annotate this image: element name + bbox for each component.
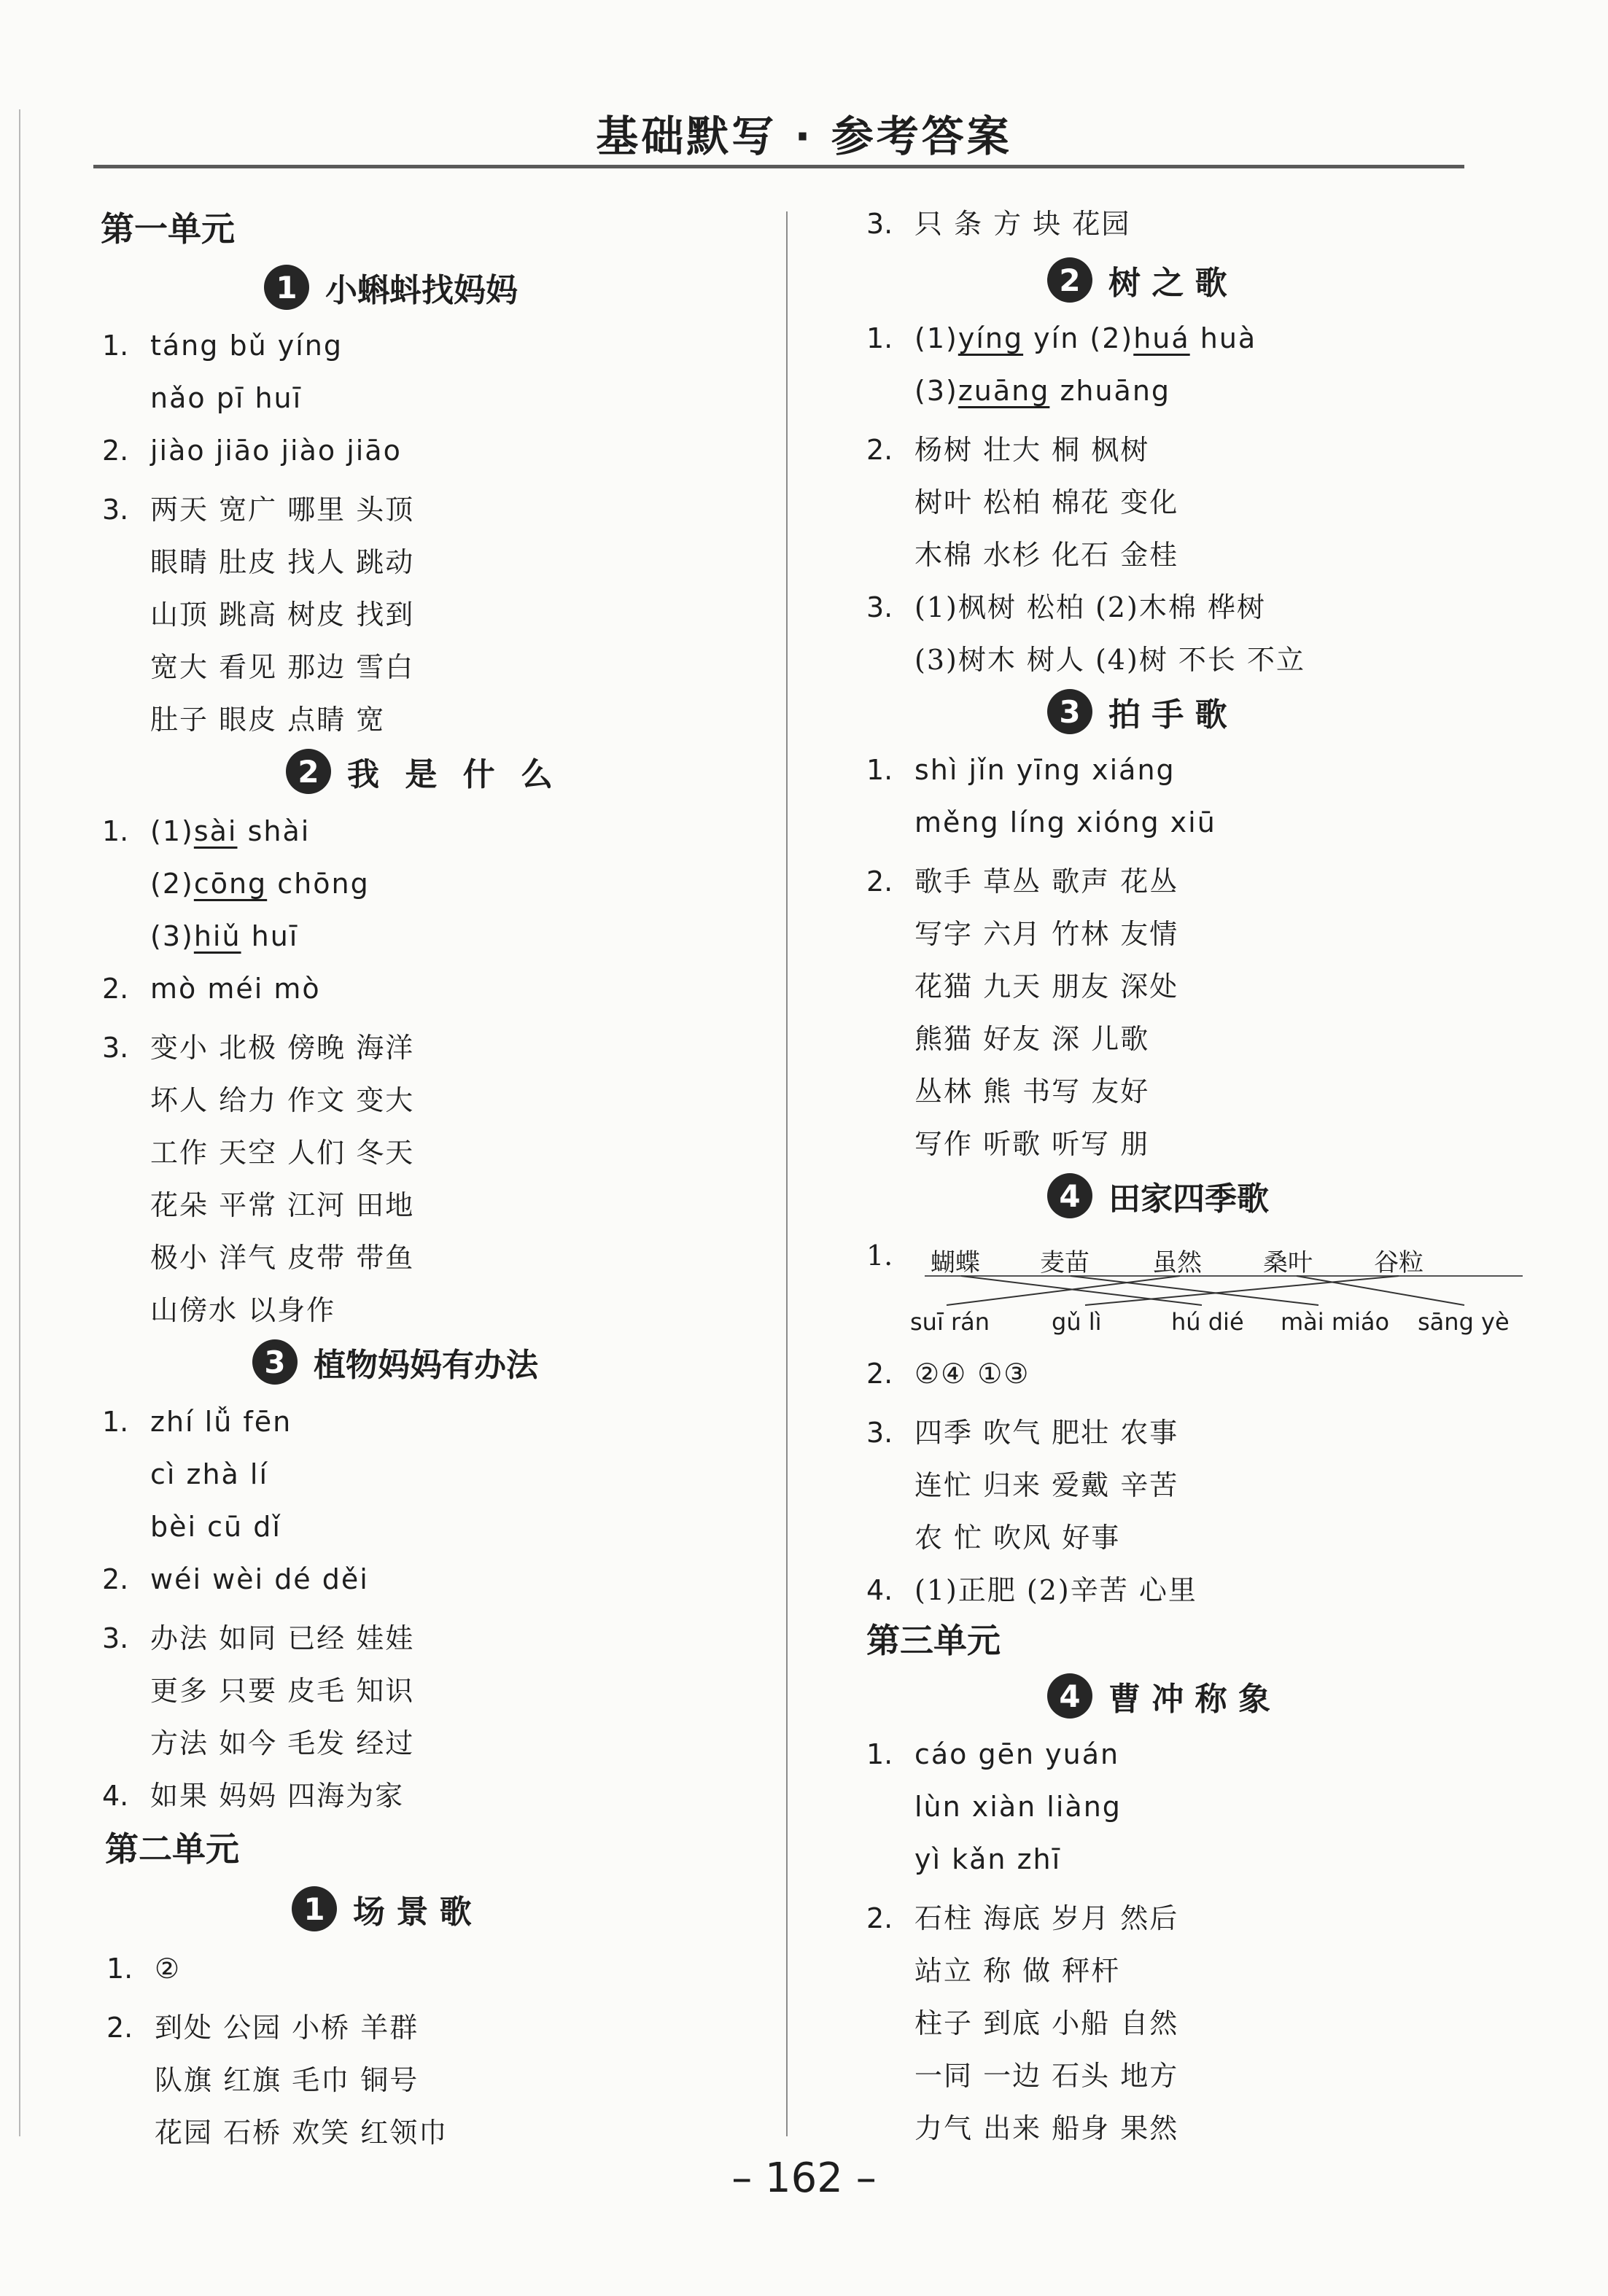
answer-line: 2. 杨树 壮大 桐 枫树 <box>866 434 1150 466</box>
answer-line: (2)cōng chōng <box>150 868 370 900</box>
answer-line: nǎo pī huī <box>150 382 303 414</box>
answer-line: 花园 石桥 欢笑 红领巾 <box>155 2117 448 2149</box>
match-pinyin: mài miáo <box>1281 1308 1390 1336</box>
column-divider <box>786 211 788 2136</box>
answer-line: 3. 两天 宽广 哪里 头顶 <box>102 494 415 526</box>
answer-line: lùn xiàn liàng <box>914 1791 1122 1823</box>
match-word: 蝴蝶 <box>931 1248 980 1277</box>
answer-line: 1. shì jǐn yīng xiáng <box>866 754 1176 786</box>
answer-line: 一同 一边 石头 地方 <box>914 2060 1179 2092</box>
answer-line: 1. ② <box>106 1953 182 1985</box>
lesson-number-badge: 1 <box>292 1886 337 1931</box>
answer-line: 2. wéi wèi dé děi <box>102 1563 369 1595</box>
answer-line: 1. táng bǔ yíng <box>102 330 343 362</box>
lesson-number-badge: 4 <box>1047 1673 1092 1719</box>
answer-line: 2. 歌手 草丛 歌声 花丛 <box>866 865 1179 898</box>
lesson-title: 树 之 歌 <box>1108 265 1227 302</box>
answer-line: (3)树木 树人 (4)树 不长 不立 <box>914 644 1305 676</box>
answer-line: 肚子 眼皮 点睛 宽 <box>150 704 386 736</box>
lesson-heading <box>1047 688 1227 735</box>
lesson-heading <box>1047 1172 1269 1219</box>
lesson-number-badge: 3 <box>1047 689 1092 734</box>
answer-line: bèi cū dǐ <box>150 1511 281 1543</box>
answer-line: 花猫 九天 朋友 深处 <box>914 970 1179 1003</box>
lesson-heading <box>1047 1673 1270 1719</box>
lesson-heading <box>264 264 518 311</box>
answer-line: 3. 只 条 方 块 花园 <box>866 208 1131 240</box>
answer-line: 写字 六月 竹林 友情 <box>914 918 1179 950</box>
header-rule <box>93 165 1464 168</box>
lesson-number-badge: 2 <box>286 749 331 794</box>
answer-line: 写作 听歌 听写 朋 <box>914 1128 1150 1160</box>
answer-line: 1. (1)sài shài <box>102 815 311 847</box>
answer-line: 2. ②④ ①③ <box>866 1358 1030 1390</box>
answer-line: 眼睛 肚皮 找人 跳动 <box>150 546 415 578</box>
question-number: 1. <box>866 1240 893 1272</box>
lesson-number-badge: 2 <box>1047 257 1092 303</box>
answer-line: 木棉 水杉 化石 金桂 <box>914 539 1179 571</box>
lesson-number-badge: 1 <box>264 265 309 310</box>
lesson-title: 田家四季歌 <box>1108 1180 1269 1218</box>
lesson-heading <box>1047 257 1227 303</box>
lesson-title: 曹 冲 称 象 <box>1108 1681 1270 1718</box>
answer-line: 花朵 平常 江河 田地 <box>150 1189 415 1221</box>
left-margin-line <box>19 109 20 2136</box>
unit-heading: 第一单元 <box>101 209 235 249</box>
answer-line: cì zhà lí <box>150 1458 269 1490</box>
answer-line: 力气 出来 船身 果然 <box>914 2112 1179 2144</box>
answer-line: 1. zhí lǚ fēn <box>102 1406 292 1438</box>
answer-line: 3. (1)枫树 松柏 (2)木棉 桦树 <box>866 591 1266 623</box>
match-pinyin: hú dié <box>1171 1308 1244 1336</box>
answer-line: 3. 四季 吹气 肥壮 农事 <box>866 1417 1179 1449</box>
answer-line: (3)hiǔ huī <box>150 920 299 952</box>
answer-line: 连忙 归来 爱戴 辛苦 <box>914 1469 1179 1501</box>
unit-heading: 第二单元 <box>105 1829 239 1869</box>
unit-heading: 第三单元 <box>866 1621 1001 1660</box>
answer-line: 丛林 熊 书写 友好 <box>914 1075 1150 1108</box>
answer-line: 宽大 看见 那边 雪白 <box>150 651 415 683</box>
lesson-title: 拍 手 歌 <box>1108 696 1227 733</box>
page-title: 基础默写 · 参考答案 <box>596 112 1012 161</box>
lesson-heading <box>252 1339 538 1385</box>
answer-line: 山傍水 以身作 <box>150 1294 336 1326</box>
match-pinyin: sāng yè <box>1418 1308 1510 1336</box>
lesson-title: 场 景 歌 <box>353 1894 472 1931</box>
answer-line: 2. mò méi mò <box>102 973 321 1005</box>
answer-line: 4. 如果 妈妈 四海为家 <box>102 1780 405 1812</box>
answer-line: 4. (1)正肥 (2)辛苦 心里 <box>866 1574 1197 1606</box>
answer-line: 站立 称 做 秤杆 <box>914 1955 1121 1987</box>
answer-line: 队旗 红旗 毛巾 铜号 <box>155 2064 419 2096</box>
matching-exercise <box>866 1232 1596 1349</box>
answer-line: 1. (1)yíng yín (2)huá huà <box>866 322 1257 354</box>
answer-line: 2. jiào jiāo jiào jiāo <box>102 435 402 467</box>
match-word: 谷粒 <box>1374 1248 1423 1277</box>
lesson-title: 小蝌蚪找妈妈 <box>325 272 518 309</box>
lesson-title: 植物妈妈有办法 <box>314 1347 538 1384</box>
match-pinyin: gǔ lì <box>1052 1308 1102 1336</box>
answer-line: 2. 石柱 海底 岁月 然后 <box>866 1902 1179 1934</box>
answer-line: 极小 洋气 皮带 带鱼 <box>150 1242 415 1274</box>
match-word: 虽然 <box>1152 1248 1202 1277</box>
lesson-heading <box>286 748 560 795</box>
lesson-heading <box>292 1886 472 1932</box>
answer-line: 更多 只要 皮毛 知识 <box>150 1675 415 1707</box>
match-word: 麦苗 <box>1040 1248 1090 1277</box>
match-word: 桑叶 <box>1263 1248 1313 1277</box>
answer-line: 2. 到处 公园 小桥 羊群 <box>106 2012 419 2044</box>
answer-line: 农 忙 吹风 好事 <box>914 1522 1121 1554</box>
answer-line: 3. 变小 北极 傍晚 海洋 <box>102 1032 415 1064</box>
answer-line: 熊猫 好友 深 儿歌 <box>914 1023 1150 1055</box>
lesson-number-badge: 4 <box>1047 1173 1092 1218</box>
lesson-number-badge: 3 <box>252 1339 298 1385</box>
answer-line: 1. cáo gēn yuán <box>866 1738 1120 1770</box>
answer-line: yì kǎn zhī <box>914 1843 1062 1875</box>
page-number: – 162 – <box>731 2155 877 2202</box>
match-pinyin: suī rán <box>910 1308 990 1336</box>
answer-line: měng líng xióng xiū <box>914 806 1216 838</box>
answer-line: 3. 办法 如同 已经 娃娃 <box>102 1622 415 1654</box>
answer-line: 坏人 给力 作文 变大 <box>150 1084 415 1116</box>
lesson-title: 我 是 什 么 <box>347 756 560 793</box>
answer-line: 山顶 跳高 树皮 找到 <box>150 599 415 631</box>
answer-line: (3)zuāng zhuāng <box>914 375 1171 407</box>
answer-line: 工作 天空 人们 冬天 <box>150 1137 415 1169</box>
answer-line: 树叶 松柏 棉花 变化 <box>914 486 1179 518</box>
answer-line: 柱子 到底 小船 自然 <box>914 2007 1179 2039</box>
answer-line: 方法 如今 毛发 经过 <box>150 1727 415 1759</box>
